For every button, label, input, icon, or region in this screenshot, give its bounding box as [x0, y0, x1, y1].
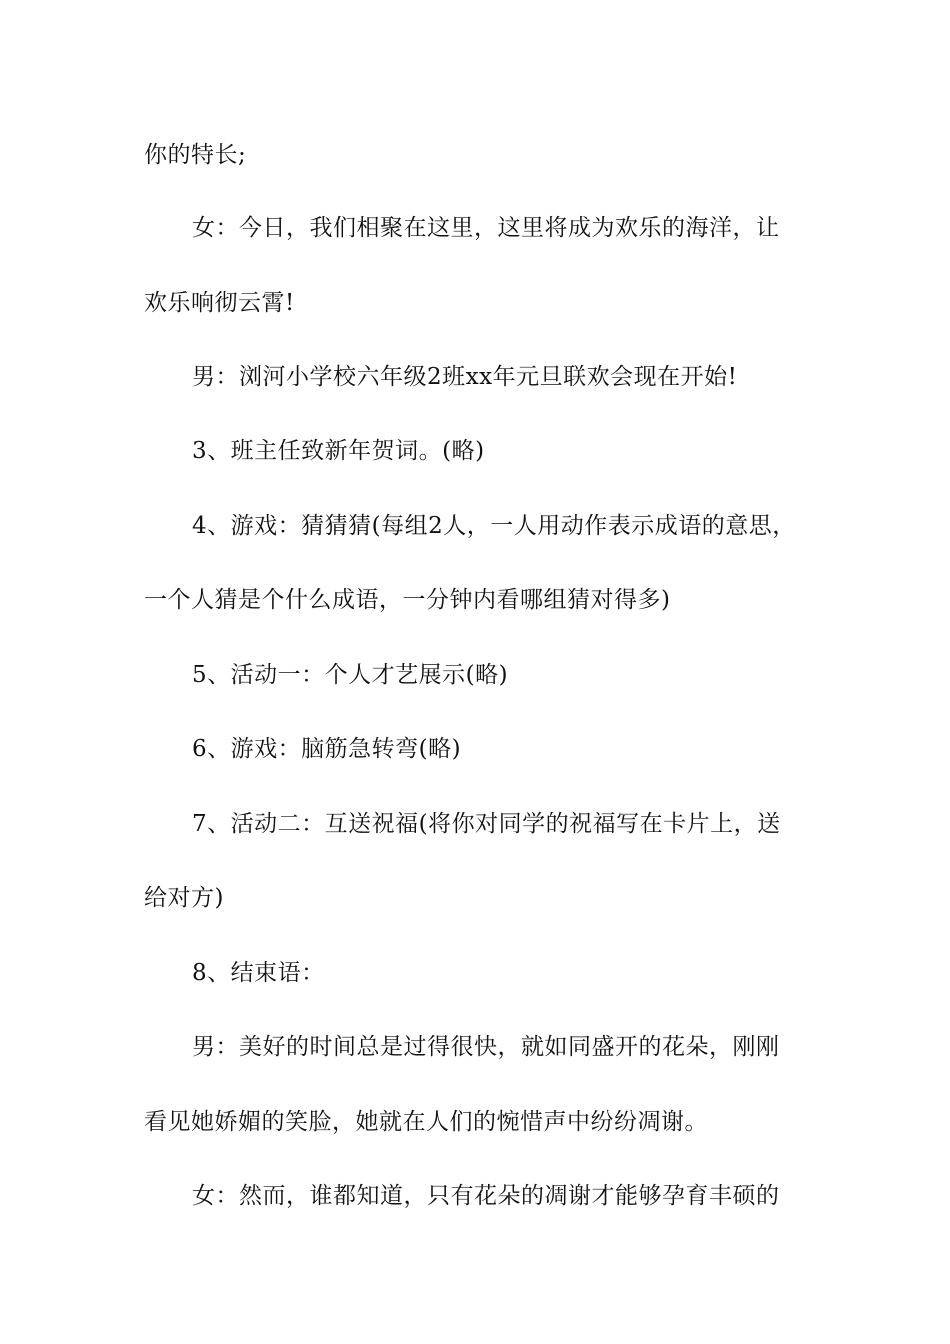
text-line: 4、游戏：猜猜猜(每组2人，一人用动作表示成语的意思，	[192, 513, 796, 539]
text-line: 5、活动一：个人才艺展示(略)	[192, 662, 509, 688]
text-line: 男：浏河小学校六年级2班xx年元旦联欢会现在开始!	[192, 364, 738, 390]
text-line: 一个人猜是个什么成语，一分钟内看哪组猜对得多)	[144, 587, 671, 613]
text-line: 欢乐响彻云霄!	[144, 290, 295, 316]
text-line: 女：然而，谁都知道，只有花朵的凋谢才能够孕育丰硕的	[192, 1183, 780, 1209]
text-line: 6、游戏：脑筋急转弯(略)	[192, 736, 462, 762]
text-line: 8、结束语：	[192, 960, 325, 986]
text-line: 男：美好的时间总是过得很快，就如同盛开的花朵，刚刚	[192, 1034, 780, 1060]
text-line: 你的特长;	[144, 142, 247, 168]
text-line: 7、活动二：互送祝福(将你对同学的祝福写在卡片上，送	[192, 811, 781, 837]
text-line: 给对方)	[144, 885, 224, 911]
text-line: 看见她娇媚的笑脸，她就在人们的惋惜声中纷纷凋谢。	[144, 1109, 708, 1135]
text-line: 3、班主任致新年贺词。(略)	[192, 438, 485, 464]
text-line: 女：今日，我们相聚在这里，这里将成为欢乐的海洋，让	[192, 215, 780, 241]
